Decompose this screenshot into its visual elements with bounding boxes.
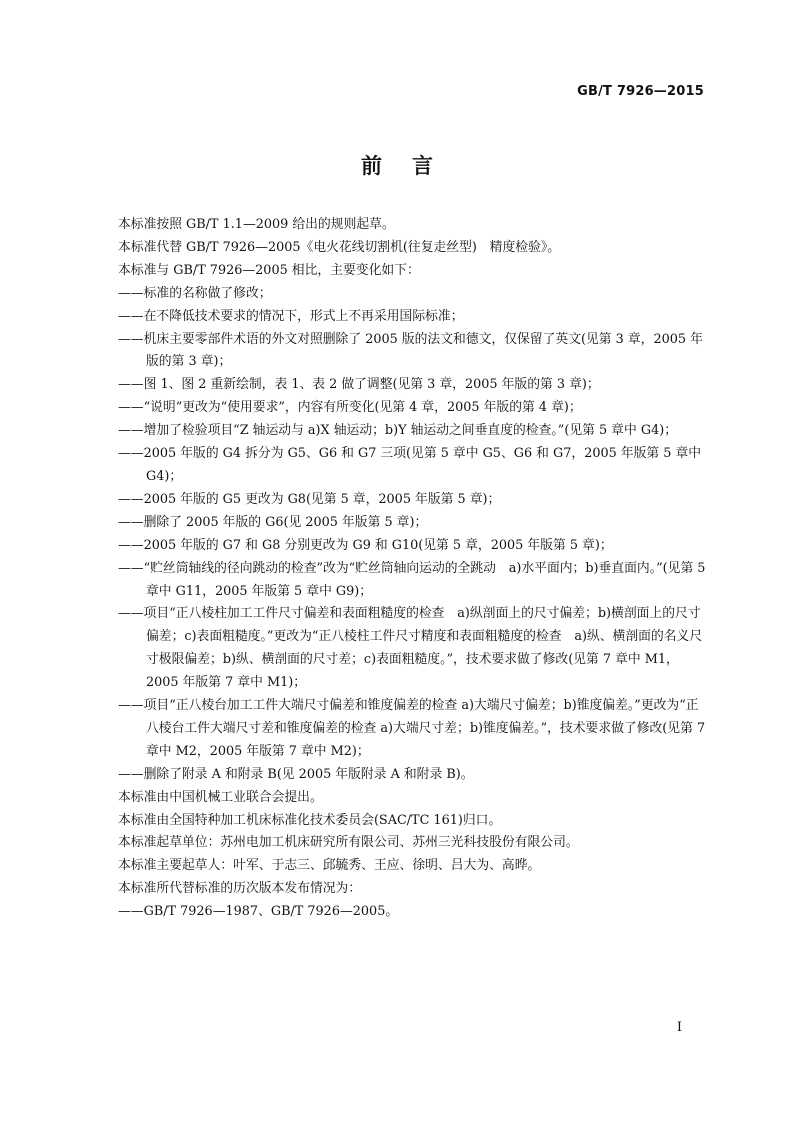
list-item: ——机床主要零部件术语的外文对照删除了 2005 版的法文和德文，仅保留了英文(见第 3 章，2005 年版的第 3 章)； — [118, 331, 703, 370]
list-item: ——增加了检验项目“Z 轴运动与 a)X 轴运动；b)Y 轴运动之间垂直度的检查。”(见第 5 章中 G4)； — [118, 423, 677, 439]
paragraph: 本标准主要起草人：叶军、于志三、邱毓秀、王应、徐明、吕大为、高晔。 — [118, 858, 541, 874]
paragraph: 本标准由中国机械工业联合会提出。 — [118, 789, 323, 805]
list-item: ——“说明”更改为“使用要求”，内容有所变化(见第 4 章，2005 年版的第 4 章)； — [118, 400, 582, 416]
paragraph: 本标准代替 GB/T 7926—2005《电火花线切割机(往复走丝型) 精度检验》。 — [118, 239, 561, 255]
page-number: I — [676, 1020, 682, 1035]
standard-code: GB/T 7926—2015 — [577, 84, 704, 99]
page-title: 前言 — [361, 154, 463, 178]
list-item: ——2005 年版的 G7 和 G8 分别更改为 G9 和 G10(见第 5 章，2005 年版第 5 章)； — [118, 537, 613, 553]
list-item: ——GB/T 7926—1987、GB/T 7926—2005。 — [118, 904, 399, 920]
list-item: ——图 1、图 2 重新绘制，表 1、表 2 做了调整(见第 3 章，2005 年版的第 3 章)； — [118, 377, 600, 393]
list-item: ——项目“正八棱柱加工工件尺寸偏差和表面粗糙度的检查 a)纵剖面上的尺寸偏差；b)横剖面上的尺寸偏差；c)表面粗糙度。”更改为“正八棱柱工件尺寸精度和表面粗糙度的检查 a)纵、横剖面的名义尺寸极限偏差；b)纵、横剖面的尺寸差；c)表面粗糙度。”，技术要求做了修改(见第 7 章中 M1，2005 年版第 7 章中 M1)； — [118, 606, 703, 691]
paragraph: 本标准起草单位：苏州电加工机床研究所有限公司、苏州三光科技股份有限公司。 — [118, 835, 579, 851]
list-item: ——“贮丝筒轴线的径向跳动的检查”改为“贮丝筒轴向运动的全跳动 a)水平面内；b)垂直面内。”(见第 5 章中 G11，2005 年版第 5 章中 G9)； — [118, 560, 706, 599]
list-item: ——删除了附录 A 和附录 B(见 2005 年版附录 A 和附录 B)。 — [118, 766, 474, 782]
foreword-body — [118, 214, 708, 924]
paragraph: 本标准按照 GB/T 1.1—2009 给出的规则起草。 — [118, 217, 395, 232]
paragraph: 本标准由全国特种加工机床标准化技术委员会(SAC/TC 161)归口。 — [118, 812, 502, 828]
paragraph: 本标准所代替标准的历次版本发布情况为： — [118, 881, 362, 897]
list-item: ——项目“正八棱台加工工件大端尺寸偏差和锥度偏差的检查 a)大端尺寸偏差；b)锥度偏差。”更改为“正八棱台工件大端尺寸差和锥度偏差的检查 a)大端尺寸差；b)锥度偏差。”，技术要求做了修改(见第 7 章中 M2，2005 年版第 7 章中 M2)； — [118, 698, 706, 759]
list-item: ——标准的名称做了修改； — [118, 285, 272, 301]
list-item: ——2005 年版的 G4 拆分为 G5、G6 和 G7 三项(见第 5 章中 G5、G6 和 G7，2005 年版第 5 章中 G4)； — [118, 446, 702, 484]
list-item: ——在不降低技术要求的情况下，形式上不再采用国际标准； — [118, 308, 464, 324]
paragraph: 本标准与 GB/T 7926—2005 相比，主要变化如下： — [118, 262, 420, 278]
list-item: ——2005 年版的 G5 更改为 G8(见第 5 章，2005 年版第 5 章)； — [118, 491, 501, 507]
list-item: ——删除了 2005 年版的 G6(见 2005 年版第 5 章)； — [118, 514, 428, 530]
